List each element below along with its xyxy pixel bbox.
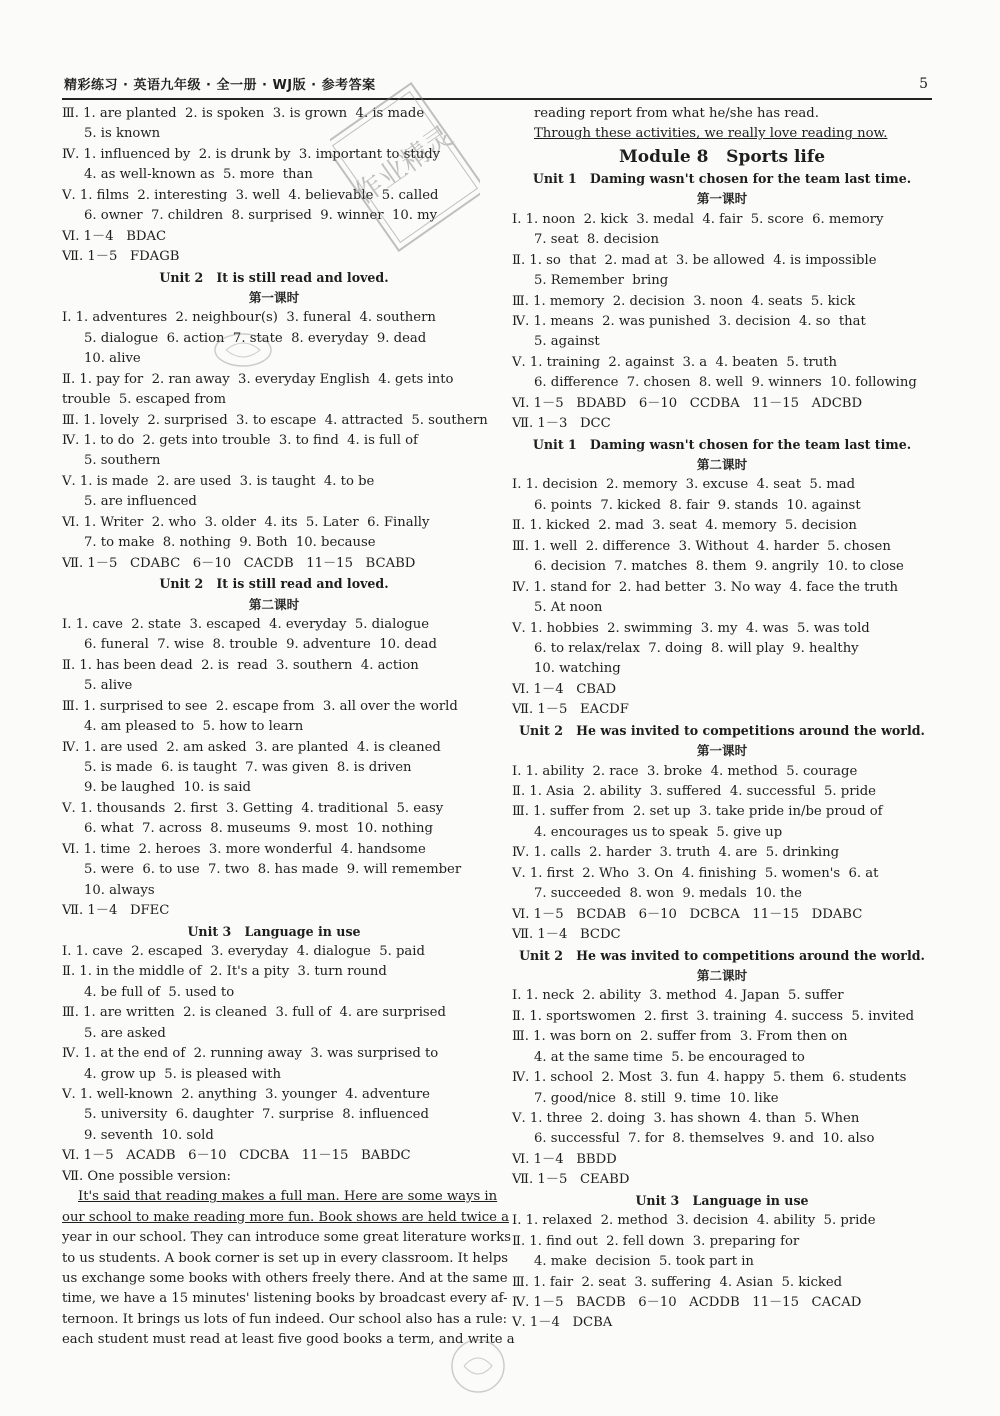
unit-heading: Unit 3 Language in use	[187, 923, 361, 939]
answer-line: Ⅵ. 1－4 CBAD	[512, 681, 617, 697]
essay-line: year in our school. They can introduce some great literature works	[62, 1230, 512, 1246]
answer-line: Ⅶ. One possible version:	[62, 1168, 231, 1184]
answer-line: Ⅲ. 1. memory 2. decision 3. noon 4. seats 5. kick	[512, 293, 856, 309]
answer-line: 6. to relax/relax 7. doing 8. will play 9. healthy	[534, 640, 859, 656]
watermark-mark	[448, 1336, 508, 1396]
answer-line: 7. succeeded 8. won 9. medals 10. the	[534, 886, 802, 902]
answer-line: 5. is known	[84, 126, 161, 142]
unit-heading: Unit 2 He was invited to competitions around the world.	[519, 722, 925, 738]
unit-heading: Unit 2 He was invited to competitions around the world.	[519, 947, 925, 963]
essay-line	[62, 1208, 509, 1228]
lesson-heading: 第一课时	[696, 191, 748, 207]
answer-line: Ⅵ. 1－5 ACADB 6－10 CDCBA 11－15 BABDC	[62, 1148, 411, 1164]
answer-line: Ⅶ. 1－3 DCC	[512, 416, 611, 432]
right-column	[512, 104, 932, 1334]
answer-line: Ⅶ. 1－5 FDAGB	[62, 249, 180, 265]
answer-line: Ⅳ. 1. means 2. was punished 3. decision 4. so that	[512, 313, 866, 329]
answer-line: 5. alive	[84, 678, 133, 694]
page-number: 5	[919, 76, 928, 92]
answer-line: Ⅵ. 1－4 BBDD	[512, 1151, 617, 1167]
answer-line: 5. against	[534, 334, 600, 350]
answer-line: Ⅵ. 1－4 BDAC	[62, 228, 167, 244]
answer-line: 5. were 6. to use 7. two 8. has made 9. will remember	[84, 862, 462, 878]
answer-line: Ⅳ. 1. to do 2. gets into trouble 3. to find 4. is full of	[62, 433, 418, 448]
essay-underlined-text: our school to make reading more fun. Book shows are held twice a	[62, 1209, 509, 1225]
answer-line: Ⅰ. 1. cave 2. escaped 3. everyday 4. dialogue 5. paid	[62, 943, 425, 959]
answer-line: 10. always	[84, 882, 155, 898]
answer-line: Ⅱ. 1. pay for 2. ran away 3. everyday English 4. gets into	[62, 371, 454, 387]
answer-line: 5. are influenced	[84, 494, 197, 510]
answer-line: Ⅳ. 1. stand for 2. had better 3. No way 4. face the truth	[512, 579, 899, 595]
answer-line: 5. university 6. daughter 7. surprise 8. influenced	[84, 1107, 429, 1123]
answer-line: 7. seat 8. decision	[534, 232, 659, 248]
answer-line: Ⅰ. 1. neck 2. ability 3. method 4. Japan 5. suffer	[512, 988, 844, 1004]
module-heading: Module 8 Sports life	[618, 146, 826, 167]
lesson-heading: 第二课时	[248, 596, 300, 612]
answer-line: 5. Remember bring	[534, 273, 669, 289]
answer-line: Ⅶ. 1－4 BCDC	[512, 927, 621, 943]
answer-line: Ⅲ. 1. suffer from 2. set up 3. take pride in/be proud of	[512, 804, 883, 820]
lesson-heading: 第一课时	[696, 743, 748, 759]
answer-line: 4. grow up 5. is pleased with	[84, 1066, 282, 1082]
answer-line: Ⅰ. 1. ability 2. race 3. broke 4. method 5. courage	[512, 763, 858, 779]
answer-line: 4. am pleased to 5. how to learn	[84, 719, 304, 735]
lesson-heading: 第一课时	[248, 289, 300, 305]
answer-line: Ⅳ. 1. influenced by 2. is drunk by 3. important to study	[62, 146, 441, 162]
answer-line: Ⅳ. 1. calls 2. harder 3. truth 4. are 5. drinking	[512, 845, 840, 861]
answer-line: 6. successful 7. for 8. themselves 9. and 10. also	[534, 1131, 875, 1147]
answer-line: Ⅵ. 1. time 2. heroes 3. more wonderful 4. handsome	[62, 841, 426, 857]
unit-heading: Unit 1 Daming wasn't chosen for the team last time.	[532, 170, 912, 186]
answer-line: Ⅶ. 1－5 CEABD	[512, 1172, 630, 1188]
answer-line: 7. good/nice 8. still 9. time 10. like	[534, 1090, 779, 1106]
answer-line: Ⅳ. 1. are used 2. am asked 3. are planted 4. is cleaned	[62, 739, 441, 755]
answer-line: 10. watching	[534, 661, 621, 677]
unit-heading: Unit 2 It is still read and loved.	[159, 269, 389, 285]
answer-line: Ⅰ. 1. noon 2. kick 3. medal 4. fair 5. score 6. memory	[512, 211, 884, 227]
answer-line: Ⅰ. 1. decision 2. memory 3. excuse 4. seat 5. mad	[512, 477, 856, 493]
answer-line: trouble 5. escaped from	[62, 392, 226, 408]
answer-line: Ⅵ. 1. Writer 2. who 3. older 4. its 5. Later 6. Finally	[62, 514, 430, 530]
answer-line: 6. what 7. across 8. museums 9. most 10. nothing	[84, 821, 433, 837]
answer-line: 5. southern	[84, 453, 161, 469]
answer-line: 5. dialogue 6. action 7. state 8. everyday 9. dead	[84, 330, 427, 346]
answer-line: 6. owner 7. children 8. surprised 9. winner 10. my	[84, 208, 438, 224]
answer-line: Ⅳ. 1. school 2. Most 3. fun 4. happy 5. them 6. students	[512, 1070, 907, 1086]
answer-line: Ⅲ. 1. are written 2. is cleaned 3. full of 4. are surprised	[62, 1005, 446, 1021]
answer-line: 5. At noon	[534, 600, 603, 616]
answer-line: 6. difference 7. chosen 8. well 9. winners 10. following	[534, 375, 917, 391]
answer-line: 10. alive	[84, 351, 141, 367]
answer-line: Ⅶ. 1－5 CDABC 6－10 CACDB 11－15 BCABD	[62, 555, 416, 571]
answer-line: 7. to make 8. nothing 9. Both 10. because	[84, 535, 376, 551]
lesson-heading: 第二课时	[696, 457, 748, 472]
answer-line: 5. is made 6. is taught 7. was given 8. is driven	[84, 760, 412, 775]
answer-line: Ⅵ. 1－5 BDABD 6－10 CCDBA 11－15 ADCBD	[512, 395, 863, 411]
answer-line: Ⅳ. 1－5 BACDB 6－10 ACDDB 11－15 CACAD	[512, 1294, 862, 1310]
answer-line: Ⅲ. 1. well 2. difference 3. Without 4. harder 5. chosen	[512, 538, 891, 554]
watermark-mark	[212, 330, 274, 370]
answer-line: Ⅴ. 1. is made 2. are used 3. is taught 4. to be	[62, 473, 375, 489]
essay-line: to us students. A book corner is set up in every classroom. It helps	[62, 1250, 509, 1266]
header-title: 精彩练习 · 英语九年级 · 全一册 · WJ版 · 参考答案	[64, 78, 376, 93]
answer-line: Ⅳ. 1. at the end of 2. running away 3. was surprised to	[62, 1046, 439, 1062]
answer-line: Ⅰ. 1. cave 2. state 3. escaped 4. everyday 5. dialogue	[62, 616, 430, 632]
left-column	[62, 104, 515, 1351]
answer-line: Ⅱ. 1. kicked 2. mad 3. seat 4. memory 5. decision	[512, 518, 857, 534]
essay-line: ternoon. It brings us lots of fun indeed. Our school also has a rule:	[62, 1311, 508, 1327]
answer-line: Ⅴ. 1. films 2. interesting 3. well 4. believable 5. called	[62, 187, 439, 203]
answer-line: 4. at the same time 5. be encouraged to	[534, 1049, 805, 1065]
answer-line: Ⅶ. 1－5 EACDF	[512, 702, 629, 718]
answer-line: Ⅱ. 1. Asia 2. ability 3. suffered 4. successful 5. pride	[512, 784, 876, 799]
answer-line: 6. funeral 7. wise 8. trouble 9. adventure 10. dead	[84, 637, 437, 653]
essay-line: each student must read at least five good books a term, and write a	[62, 1332, 515, 1348]
answer-line: Ⅲ. 1. lovely 2. surprised 3. to escape 4. attracted 5. southern	[62, 412, 488, 428]
essay-underlined-text: Through these activities, we really love reading now.	[534, 126, 888, 142]
answer-line: 6. points 7. kicked 8. fair 9. stands 10. against	[534, 497, 861, 513]
essay-line: us exchange some books with others freely there. And at the same	[62, 1270, 508, 1286]
svg-text:作业精灵: 作业精灵	[348, 119, 459, 211]
answer-line: Ⅱ. 1. has been dead 2. is read 3. southern 4. action	[62, 657, 419, 673]
answer-line: 9. be laughed 10. is said	[84, 780, 251, 796]
answer-line: Ⅲ. 1. was born on 2. suffer from 3. From then on	[512, 1029, 848, 1045]
answer-line: Ⅴ. 1. first 2. Who 3. On 4. finishing 5. women's 6. at	[512, 865, 879, 881]
answer-line: 9. seventh 10. sold	[84, 1127, 214, 1143]
answer-line: 4. be full of 5. used to	[84, 984, 235, 1000]
answer-line: Ⅱ. 1. in the middle of 2. It's a pity 3. turn round	[62, 964, 387, 980]
answer-line: Ⅱ. 1. so that 2. mad at 3. be allowed 4. is impossible	[512, 252, 877, 268]
answer-line: 4. make decision 5. took part in	[534, 1254, 754, 1270]
unit-heading: Unit 3 Language in use	[635, 1192, 809, 1208]
answer-line: Ⅰ. 1. adventures 2. neighbour(s) 3. funeral 4. southern	[62, 310, 436, 326]
answer-line: Ⅴ. 1. hobbies 2. swimming 3. my 4. was 5. was told	[512, 620, 870, 636]
answer-line: 4. as well-known as 5. more than	[84, 167, 313, 183]
page-header	[62, 72, 932, 100]
essay-line: reading report from what he/she has read.	[534, 106, 819, 121]
answer-line: 6. decision 7. matches 8. them 9. angrily 10. to close	[534, 559, 904, 575]
answer-line: 4. encourages us to speak 5. give up	[534, 824, 783, 840]
essay-line: time, we have a 15 minutes' listening books by broadcast every af-	[62, 1291, 508, 1307]
answer-line: Ⅴ. 1. training 2. against 3. a 4. beaten 5. truth	[512, 354, 838, 370]
essay-underlined-text: It's said that reading makes a full man. Here are some ways in	[78, 1189, 498, 1205]
answer-line: Ⅱ. 1. sportswomen 2. first 3. training 4. success 5. invited	[512, 1008, 915, 1024]
answer-line: 5. are asked	[84, 1025, 166, 1041]
answer-line: Ⅰ. 1. relaxed 2. method 3. decision 4. ability 5. pride	[512, 1213, 876, 1229]
answer-line: Ⅵ. 1－5 BCDAB 6－10 DCBCA 11－15 DDABC	[512, 906, 863, 922]
answer-line: Ⅴ. 1. thousands 2. first 3. Getting 4. traditional 5. easy	[62, 800, 444, 816]
answer-line: Ⅶ. 1－4 DFEC	[62, 903, 170, 919]
lesson-heading: 第二课时	[696, 967, 748, 983]
unit-heading: Unit 1 Daming wasn't chosen for the team last time.	[532, 436, 912, 452]
answer-line: Ⅲ. 1. fair 2. seat 3. suffering 4. Asian 5. kicked	[512, 1274, 843, 1290]
answer-line: Ⅲ. 1. are planted 2. is spoken 3. is grown 4. is made	[62, 106, 425, 121]
answer-line: Ⅱ. 1. find out 2. fell down 3. preparing for	[512, 1233, 800, 1249]
unit-heading: Unit 2 It is still read and loved.	[159, 576, 389, 592]
essay-line	[512, 124, 932, 144]
essay-line	[62, 1187, 498, 1207]
answer-line: Ⅴ. 1. well-known 2. anything 3. younger 4. adventure	[62, 1087, 430, 1102]
answer-line: Ⅲ. 1. surprised to see 2. escape from 3. all over the world	[62, 698, 458, 714]
answer-line: Ⅴ. 1－4 DCBA	[512, 1315, 613, 1331]
answer-line: Ⅴ. 1. three 2. doing 3. has shown 4. than 5. When	[512, 1111, 860, 1126]
